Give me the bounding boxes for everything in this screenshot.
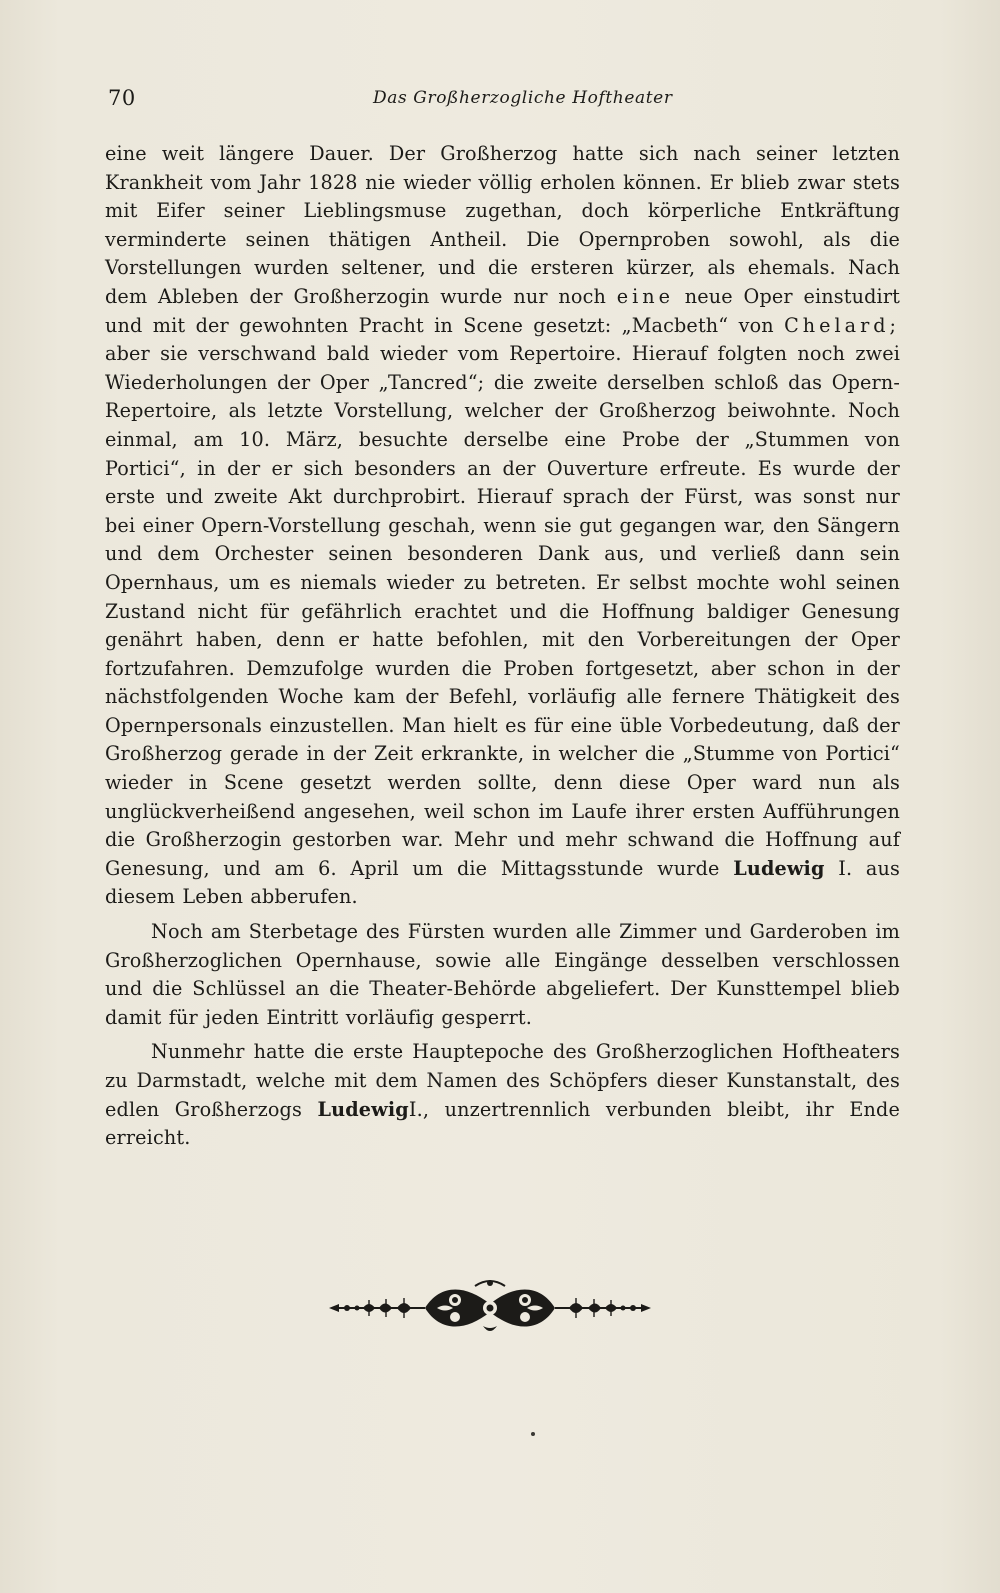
emphasis-spaced-chelard: Chelard; [784,313,901,337]
running-head [108,86,898,120]
stray-ink-dot [531,1432,535,1436]
paragraph-3 [105,1038,900,1152]
paragraph-1-part-b: neue Oper einstudirt und mit der gewohnten Pracht in Scene gesetzt: „Macbeth“ von [105,284,901,337]
paragraph-1 [105,140,900,912]
text-body [105,140,900,1153]
paragraph-1-part-c: aber sie verschwand bald wieder vom Repertoire. Hierauf folgten noch zwei Wiederholungen der Oper „Tancred“; die zweite derselben schloß das Opern-Repertoire, als letzte Vorstellung, welcher der Großherzog beiwohnte. Noch einmal, am 10. März, besuchte derselbe eine Probe der „Stummen von Portici“, in der er sich besonders an der Ouverture erfreute. Es wurde der erste und zweite Akt durchprobirt. Hierauf sprach der Fürst, was sonst nur bei einer Opern-Vorstellung geschah, wenn sie gut gegangen war, den Sängern und dem Orchester seinen besonderen Dank aus, und verließ dann sein Opernhaus, um es niemals wieder zu betreten. Er selbst mochte wohl seinen Zustand nicht für gefährlich erachtet und die Hoffnung baldiger Genesung genährt haben, denn er hatte befohlen, mit den Vorbereitungen der Oper fortzufahren. Demzufolge wurden die Proben fortgesetzt, aber schon in der nächstfolgenden Woche kam der Befehl, vorläufig alle fernere Thätigkeit des Opernpersonals einzustellen. Man hielt es für eine üble Vorbedeutung, daß der Großherzog gerade in der Zeit erkrankte, in welcher die „Stumme von Portici“ wieder in Scene gesetzt werden sollte, denn diese Oper ward nun als unglückverheißend angesehen, weil schon im Laufe ihrer ersten Aufführungen die Großherzogin gestorben war. Mehr und mehr schwand die Hoffnung auf Genesung, und am 6. April um die Mittagsstunde wurde [105,342,900,880]
running-title: Das Großherzogliche Hoftheater [373,88,673,108]
paragraph-3-part-b: I., unzertrennlich verbunden bleibt, ihr Ende erreicht. [105,1097,900,1150]
emphasis-bold-ludewig-2: Ludewig [317,1097,409,1121]
emphasis-bold-ludewig: Ludewig [733,856,825,880]
floral-vignette-icon [325,1278,655,1334]
emphasis-spaced-eine: eine [616,284,675,308]
paragraph-1-part-a: eine weit längere Dauer. Der Großherzog hatte sich nach seiner letzten Krankheit vom Jahr 1828 nie wieder völlig erholen können. Er blieb zwar stets mit Eifer seiner Lieblingsmuse zugethan, doch körperliche Entkräftung verminderte seinen thätigen Antheil. Die Opernproben sowohl, als die Vorstellungen wurden seltener, und die ersteren kürzer, als ehemals. Nach dem Ableben der Großherzogin wurde nur noch [105,142,900,308]
page-number: 70 [108,86,136,110]
paragraph-3-part-a: Nunmehr hatte die erste Hauptepoche des Großherzoglichen Hoftheaters zu Darmstadt, welche mit dem Namen des Schöpfers dieser Kunstanstalt, des edlen Großherzogs [105,1040,900,1121]
paragraph-1-part-d: I. aus diesem Leben abberufen. [105,856,901,909]
paragraph-2: Noch am Sterbetage des Fürsten wurden alle Zimmer und Garderoben im Großherzoglichen Opernhause, sowie alle Eingänge desselben verschlossen und die Schlüssel an die Theater-Behörde abgeliefert. Der Kunsttempel blieb damit für jeden Eintritt vorläufig gesperrt. [105,920,900,1029]
